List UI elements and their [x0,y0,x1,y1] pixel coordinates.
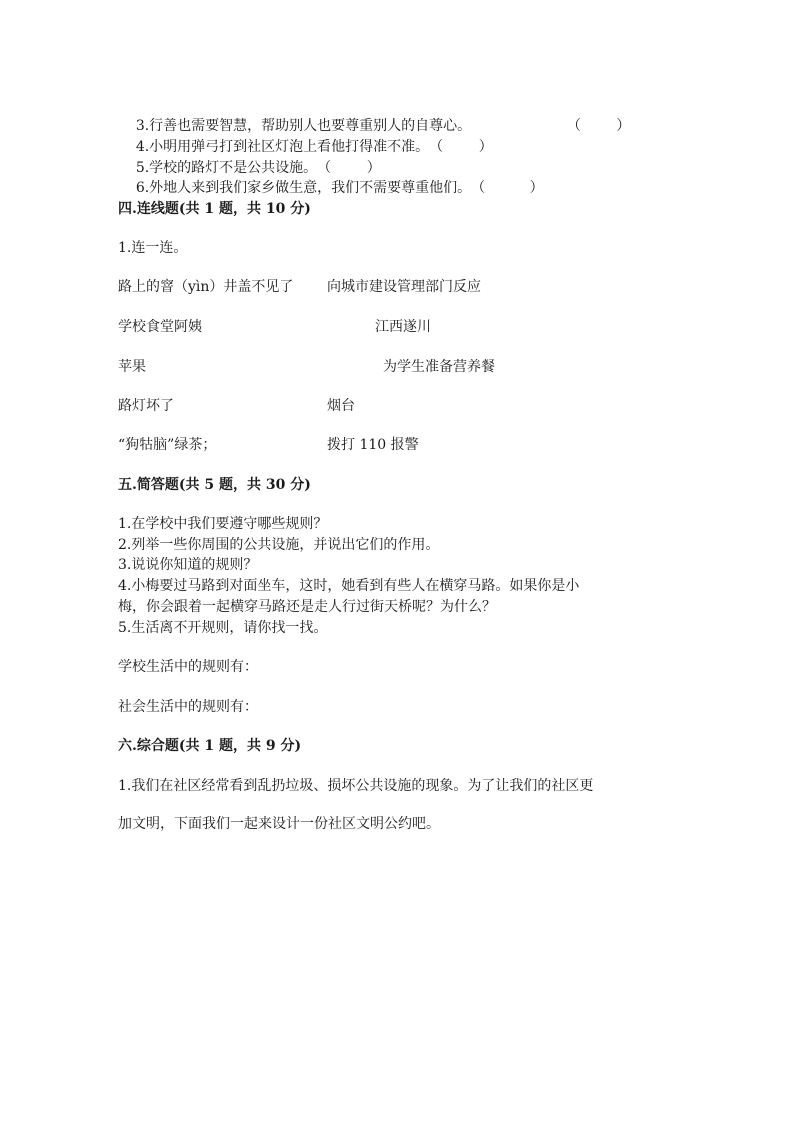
section-5-heading: 五.简答题(共 5 题，共 30 分) [118,477,311,493]
match-right-1: 向城市建设管理部门反应 [327,279,481,295]
match-right-3: 为学生准备营养餐 [383,359,495,375]
match-left-3: 苹果 [118,359,146,375]
school-rules-label: 学校生活中的规则有： [118,659,258,675]
short-answer-4-line1: 4.小梅要过马路到对面坐车，这时，她看到有些人在横穿马路。如果你是小 [118,578,580,594]
section-4-heading: 四.连线题(共 1 题，共 10 分) [118,201,311,217]
match-right-2: 江西遂川 [375,319,431,335]
comprehensive-line-2: 加文明，下面我们一起来设计一份社区文明公约吧。 [118,816,440,832]
short-answer-2: 2.列举一些你周围的公共设施，并说出它们的作用。 [118,537,440,553]
match-left-2: 学校食堂阿姨 [118,319,202,335]
match-right-4: 烟台 [327,398,355,414]
answer-paren-5: （ ） [317,160,381,176]
short-answer-4-line2: 梅，你会跟着一起横穿马路还是走人行过街天桥呢？为什么？ [118,599,496,615]
match-right-5: 拨打 110 报警 [327,437,419,453]
judge-item-4: 4.小明用弹弓打到社区灯泡上看他打得准不准。（ ） [135,139,493,155]
short-answer-5: 5.生活离不开规则，请你找一找。 [118,620,328,636]
comprehensive-line-1: 1.我们在社区经常看到乱扔垃圾、损坏公共设施的现象。为了让我们的社区更 [118,778,594,794]
judge-item-6: 6.外地人来到我们家乡做生意，我们不需要尊重他们。（ ） [135,180,544,196]
match-left-1: 路上的窨（yìn）井盖不见了 [118,279,294,295]
match-left-4: 路灯坏了 [118,398,174,414]
judge-item-3: 3.行善也需要智慧，帮助别人也要尊重别人的自尊心。 [135,118,472,134]
short-answer-1: 1.在学校中我们要遵守哪些规则？ [118,516,328,532]
short-answer-3: 3.说说你知道的规则？ [118,557,258,573]
answer-paren-3: （ ） [566,118,631,134]
section-4-question: 1.连一连。 [118,240,188,256]
match-left-5: “狗牯脑”绿茶； [118,437,217,453]
answer-paren-6: （ ） [471,180,544,196]
judge-item-5: 5.学校的路灯不是公共设施。（ ） [135,160,381,176]
society-rules-label: 社会生活中的规则有： [118,699,258,715]
answer-paren-4: （ ） [429,139,493,155]
section-6-heading: 六.综合题(共 1 题，共 9 分) [118,738,302,754]
